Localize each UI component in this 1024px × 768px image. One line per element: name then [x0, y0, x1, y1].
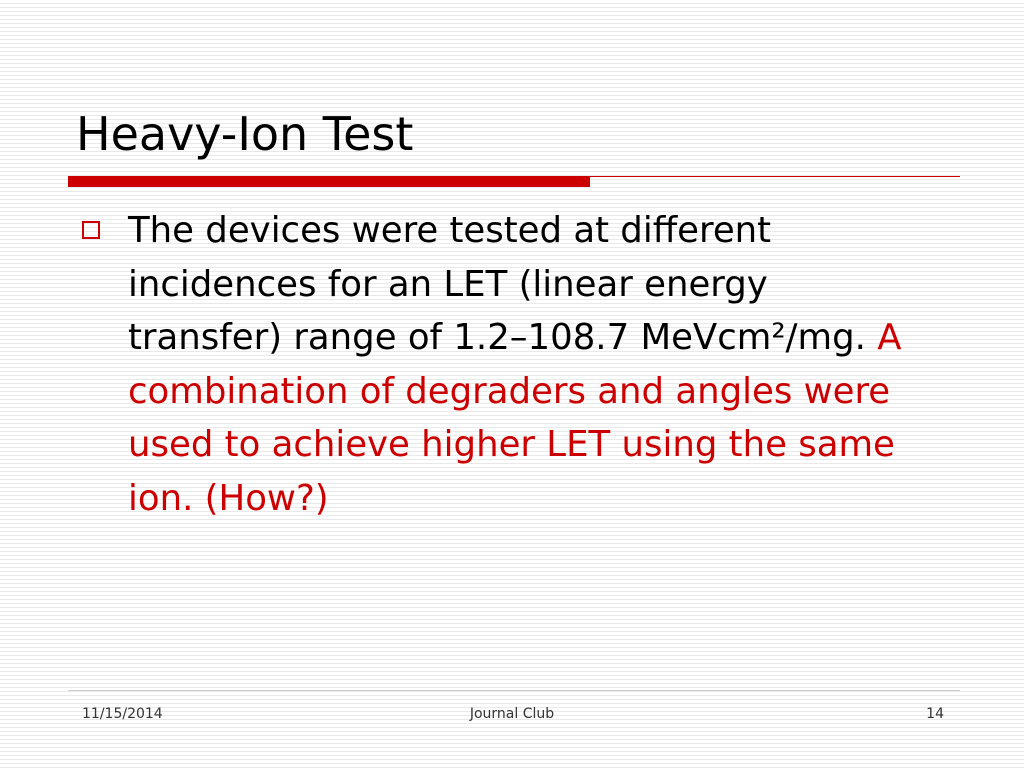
- footer-page-number: 14: [926, 706, 944, 722]
- bullet-text-highlight: A combination of degraders and angles were used to achieve higher LET using the same ion. (How?): [128, 317, 902, 519]
- slide-title: Heavy-Ion Test: [76, 107, 414, 161]
- footer-date: 11/15/2014: [82, 706, 163, 722]
- square-bullet-icon: [82, 221, 100, 239]
- title-underline-thin: [590, 176, 960, 177]
- bullet-text-plain: The devices were tested at different incidences for an LET (linear energy transfer) range of 1.2–108.7 MeVcm²/mg.: [128, 210, 878, 358]
- title-underline-thick: [68, 176, 590, 187]
- footer-title: Journal Club: [469, 706, 555, 722]
- footer-divider: [68, 690, 960, 691]
- bullet-text: [128, 204, 918, 525]
